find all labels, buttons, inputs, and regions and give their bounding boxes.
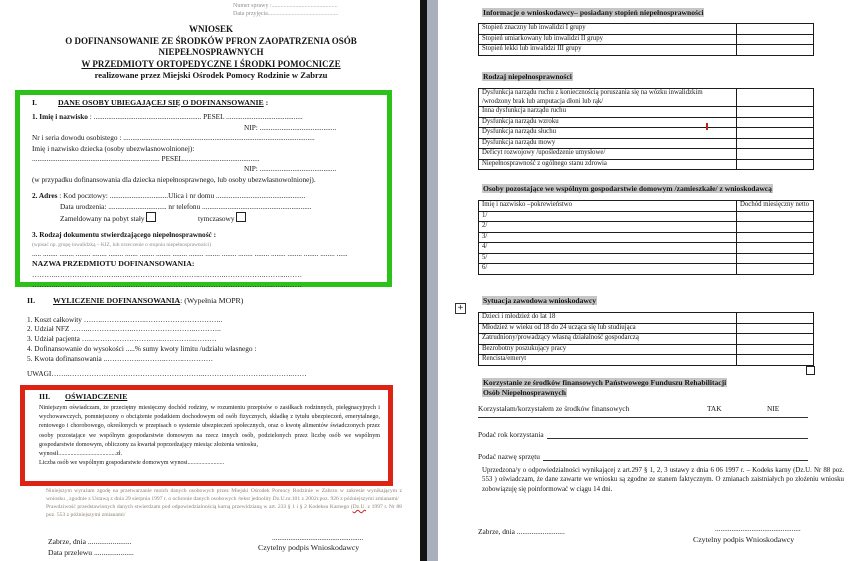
- table-cell-label: Dysfunkcja narządu wzroku: [479, 117, 737, 128]
- equipment-label: Podać nazwę sprzętu: [478, 452, 540, 461]
- table-cell-label: Rencista/emeryt: [479, 355, 737, 366]
- table-cell-value[interactable]: [737, 313, 814, 324]
- table-cell-value[interactable]: [737, 355, 814, 366]
- table-cell-label: Dzieci i młodzież do lat 18: [479, 313, 737, 324]
- object-anchor-icon[interactable]: +: [455, 303, 466, 314]
- city-date-field[interactable]: Zabrze, dnia ..........................: [478, 527, 565, 536]
- table-cell-label: Dysfunkcja narządu słuchu: [479, 128, 737, 139]
- consent-paragraph-1: Niniejszym wyrażam zgodę na przetwarzanie moich danych osobowych przez Miejski Ośrodek Pomocy Rodzinie w Zabrzu w zakresie wynikającym z wniosku , zgodnie z Ustawą z dnia 29 sierpnia 1997 r. o ochronie danych osobowych /tekst jednolity Dz.U.nr.101 z 2002r.poz. 926 z późniejszymi zmianami/: [46, 488, 402, 502]
- date-received-line: Data przyjęcia...............................................: [233, 11, 339, 17]
- field-name-pesel: [32, 112, 377, 122]
- title-line-1: WNIOSEK: [188, 24, 233, 34]
- table-cell-label: Niepełnosprawność z ogólnego stanu zdrowia: [479, 159, 737, 170]
- registration-temporary-label: tymczasowy: [198, 214, 235, 224]
- pfron-usage-row: [478, 404, 808, 418]
- title-line-4: W PRZEDMIOTY ORTOPEDYCZNE I ŚRODKI POMOCNICZE: [81, 58, 341, 69]
- section-2-heading: [27, 296, 397, 306]
- field-address: [32, 191, 377, 201]
- name-field[interactable]: : ...........................................................: [87, 112, 204, 122]
- equipment-field[interactable]: [543, 450, 808, 461]
- table-cell-value[interactable]: [737, 253, 814, 264]
- table-cell-value[interactable]: [737, 89, 814, 107]
- table-cell-label: Inna dysfunkcja narządu ruchu: [479, 107, 737, 118]
- table-cell-label: Młodzież w wieku od 18 do 24 ucząca się lub studiująca: [479, 323, 737, 334]
- case-meta: [233, 2, 413, 18]
- table-cell-label: Stopień lekki lub inwalidzi III grupy: [479, 45, 737, 56]
- table-cell-value[interactable]: [737, 264, 814, 275]
- usage-year-field[interactable]: [547, 428, 808, 439]
- name-label: 1. Imię i nazwisko: [32, 112, 88, 122]
- remarks-field[interactable]: UWAGI……..………………………………………………..……………………..………..……: [27, 369, 307, 378]
- calc-item: 3. Udział pacjenta …..………………………..…………..………: [27, 334, 217, 344]
- table-cell-label: Deficyt rozwojowy /upośledzenie umysłowe/: [479, 149, 737, 160]
- table-cell-value[interactable]: [737, 159, 814, 170]
- table-cell-label[interactable]: 1/: [479, 211, 737, 222]
- transfer-date-field[interactable]: Data przelewu .....................: [48, 548, 134, 557]
- city-date-field[interactable]: Zabrze, dnia .......................: [48, 537, 132, 546]
- street-field[interactable]: Ulica i nr domu .................................................: [168, 191, 306, 201]
- section-1-highlight-box: [15, 90, 392, 290]
- declaration-body: Niniejszym oświadczam, że przeciętny miesięczny dochód rodziny, w rozumieniu przepisów o zasiłkach rodzinnych, pielęgnacyjnych i wychowawczych, pomniejszony o obciążenie podatkiem dochodowym od osób fizycznych, składkę z tytułu ubezpieczeń, emerytalnego, rentowego i chorobowego, określonych w przepisach o systemie ubezpieczeń społecznych, oraz o kwotę alimentów świadczonych przez osoby pozostające we wspólnym gospodarstwie domowym na rzecz innych osób, podzielonych przez liczbę osób we wspólnym gospodarstwie domowym, obliczony za kwartał poprzedzający miesiąc złożenia wniosku,: [39, 405, 380, 448]
- address-label: 2. Adres: [32, 191, 58, 201]
- pfron-usage-heading: Korzystanie ze środków finansowych Państwowego Funduszu Rehabilitacji Osób Niepełnosprawnych: [483, 378, 727, 397]
- disability-type-heading: Rodzaj niepełnosprawności: [483, 72, 572, 81]
- table-cell-label: Zatrudniony/prowadzący własną działalność gospodarczą: [479, 334, 737, 345]
- table-cell-value[interactable]: [737, 323, 814, 334]
- declaration-amount-field[interactable]: wynosił......................................zł.: [39, 451, 123, 458]
- section-1-heading-suffix: :: [263, 98, 269, 107]
- checkbox-permanent[interactable]: [146, 212, 156, 222]
- consent-paragraph-2: Prawdziwość przedstawionych danych stwierdzam pod odpowiedzialnością karną przewidzianą w art. 233 § 1 i § 2 Kodeksu Karnego (Dz.U. z 1997 r. Nr 88 poz. 553 z późniejszymi zmianami/: [46, 504, 402, 518]
- form-page-2: [438, 0, 855, 561]
- table-cell-label[interactable]: 2/: [479, 222, 737, 233]
- table-cell-label: Stopień znaczny lub inwalidzi I grupy: [479, 24, 737, 35]
- spellcheck-marked-text: Dz.U.: [352, 504, 366, 510]
- subject-field-2[interactable]: ………..……………………..…..……………..…………..………………………..…....……: [32, 280, 302, 290]
- disability-degree-table: [478, 23, 814, 56]
- info-heading: Informacje o wnioskodawcy– posiadany stopień niepełnosprawności: [483, 8, 704, 17]
- table-cell-value[interactable]: [737, 128, 814, 139]
- table-cell-value[interactable]: [737, 149, 814, 160]
- household-header-name: Imię i nazwisko –pokrewieństwo: [479, 201, 737, 212]
- calc-item: 2. Udział NFZ ……..………..……..……………………..………..: [27, 324, 221, 334]
- table-cell-value[interactable]: [737, 211, 814, 222]
- section-2-heading-suffix: : (Wypełnia MOPR): [180, 296, 244, 305]
- declaration-text: [39, 404, 380, 468]
- form-page-1: [0, 0, 420, 561]
- table-cell-value[interactable]: [737, 232, 814, 243]
- child-name-field[interactable]: ......................................................................: [32, 154, 162, 164]
- table-cell-label[interactable]: 5/: [479, 253, 737, 264]
- field-nip-1[interactable]: NIP: ..........................................: [244, 122, 337, 132]
- table-cell-value[interactable]: [737, 344, 814, 355]
- household-heading: Osoby pozostające we wspólnym gospodarstwie domowym /zamieszkałe/ z wnioskodawcą: [483, 184, 772, 193]
- usage-no-option[interactable]: NIE: [767, 404, 780, 413]
- page-edge-shadow: [420, 0, 427, 561]
- child-name-label: Imię i nazwisko dziecka (osoby ubezwłasnowolnionej):: [32, 143, 195, 153]
- section-1-heading: [32, 98, 377, 108]
- registration-permanent-label: Zameldowany na pobyt stały: [60, 214, 145, 224]
- section-3-number: III.: [39, 392, 51, 401]
- signature-field[interactable]: ...............................................: [715, 524, 801, 533]
- table-cell-label: Dysfunkcja narządu mowy: [479, 138, 737, 149]
- section-2-number: II.: [27, 296, 36, 305]
- title-line-5: realizowane przez Miejski Ośrodek Pomocy Rodzinie w Zabrzu: [94, 70, 328, 80]
- consent-fine-print: [46, 487, 402, 519]
- section-3-heading: [39, 392, 380, 401]
- usage-label: Korzystałam/korzystałem ze środków finansowych: [478, 404, 630, 413]
- usage-yes-option[interactable]: TAK: [707, 404, 722, 413]
- equipment-row: [478, 450, 808, 461]
- job-status-table: [478, 312, 814, 366]
- case-number-line: Numer sprawy :............................................: [233, 3, 338, 9]
- table-cell-label: Stopień umiarkowany lub inwalidzi II grupy: [479, 34, 737, 45]
- left-footer-dates: [48, 536, 134, 558]
- household-table: [478, 200, 814, 275]
- usage-year-label: Podać rok korzystania: [478, 430, 544, 439]
- calc-item: 5. Kwota dofinansowania ..…………..………..……..…………: [27, 353, 214, 363]
- table-cell-label[interactable]: 3/: [479, 232, 737, 243]
- signature-label: Czytelny podpis Wnioskodawcy: [693, 535, 795, 544]
- field-child-name-pesel: [32, 154, 377, 164]
- document-type-field[interactable]: ..... ........ ........ ........ ........ ........ ....... ........ ........ ........ ........ ........ ........ ........ ........ ........ ........ ........ ........ ......: [32, 248, 348, 258]
- table-cell-value[interactable]: [737, 334, 814, 345]
- document-type-note: (wpisać np. grupę inwalidzką – KIZ, lub orzeczenie o stopniu niepełnosprawności): [32, 241, 212, 248]
- table-cell-label[interactable]: 6/: [479, 264, 737, 275]
- table-cell-value[interactable]: [737, 117, 814, 128]
- pesel-field[interactable]: PESEL ..........................................: [203, 112, 303, 122]
- section-1-heading-text: DANE OSOBY UBIEGAJĄCEJ SIĘ O DOFINANSOWANIE: [58, 98, 264, 107]
- section-2: [27, 296, 397, 363]
- field-id-number[interactable]: Nr i seria dowodu osobistego : .........................................................................................................: [32, 133, 315, 143]
- declaration-household-count-field[interactable]: Liczba osób we wspólnym gospodarstwie domowym wynosi........................: [39, 460, 225, 467]
- form-title: [15, 24, 407, 82]
- resize-handle-icon[interactable]: [806, 366, 815, 375]
- job-status-heading: Sytuacja zawodowa wnioskodawcy: [483, 296, 597, 305]
- table-cell-value[interactable]: [737, 222, 814, 233]
- field-nip-2[interactable]: NIP: ..........................................: [244, 164, 337, 174]
- child-note: (w przypadku dofinansowania dla dziecka niepełnosprawnego, lub osoby ubezwłasnowolnionej).: [32, 174, 316, 184]
- subject-field-1[interactable]: ………..……………………..…..………………………..………..……………..……....……: [32, 269, 302, 279]
- subject-heading: NAZWA PRZEDMIOTU DOFINANSOWANIA:: [32, 259, 195, 269]
- title-line-3: NIEPEŁNOSPRAWNYCH: [158, 47, 264, 57]
- child-pesel-field[interactable]: PESEL..........................................: [161, 154, 260, 164]
- signature-label: Czytelny podpis Wnioskodawcy: [258, 543, 360, 552]
- section-3-highlight-box: [20, 385, 393, 486]
- table-cell-value[interactable]: [737, 107, 814, 118]
- table-cell-value[interactable]: [737, 34, 814, 45]
- table-cell-label: Dysfunkcja narządu ruchu z koniecznością poruszania się na wózku inwalidzkim /wrodzony brak lub amputacja dłoni lub rąk/: [479, 89, 737, 107]
- text-cursor-mark: [706, 123, 708, 130]
- table-cell-value[interactable]: [737, 138, 814, 149]
- table-cell-value[interactable]: [737, 24, 814, 35]
- calc-item: 4. Dofinansowanie do wysokości .....% sumy kwoty limitu /udziału własnego :: [27, 343, 257, 353]
- section-1-number: I.: [32, 98, 37, 107]
- household-header-income: Dochód miesięczny netto: [737, 201, 814, 212]
- table-cell-value[interactable]: [737, 45, 814, 56]
- registration-row: [32, 212, 377, 224]
- title-line-2: O DOFINANSOWANIE ZE ŚRODKÓW PFRON ZAOPATRZENIA OSÓB: [65, 35, 357, 46]
- document-type-label: 3. Rodzaj dokumentu stwierdzającego niepełnosprawność :: [32, 230, 217, 240]
- usage-year-row: [478, 428, 808, 439]
- signature-field[interactable]: ..................................................: [272, 533, 364, 542]
- phone-field[interactable]: nr telefonu ............................................................: [168, 201, 312, 211]
- liability-statement: Uprzedzona/y o odpowiedzialności wynikającej z art.297 § 1, 2, 3 ustawy z dnia 6 06 1997 r. – Kodeks karny (Dz.U. Nr 88 poz. 553 ) oświadczam, że dane zawarte we wniosku są zgodne ze stanem faktycznym. O zmianach zaistniałych po złożeniu wniosku zobowiązuję się poinformować w ciągu 14 dni.: [482, 467, 844, 493]
- checkbox-temporary[interactable]: [236, 212, 246, 222]
- calc-item: 1. Koszt całkowity ……..………..……..…………………………..: [27, 314, 223, 324]
- birth-date-field[interactable]: Data urodzenia: ................................: [60, 201, 167, 211]
- field-birth-phone: [32, 202, 377, 212]
- table-cell-label[interactable]: 4/: [479, 243, 737, 254]
- table-cell-label: Bezrobotny poszukujący pracy: [479, 344, 737, 355]
- table-cell-value[interactable]: [737, 243, 814, 254]
- disability-type-table: [478, 88, 814, 170]
- section-2-heading-text: WYLICZENIE DOFINANSOWANIA: [53, 296, 181, 305]
- postal-code-field[interactable]: : Kod pocztowy: ................................: [57, 191, 169, 201]
- section-3-heading-text: OŚWIADCZENIE: [65, 392, 128, 401]
